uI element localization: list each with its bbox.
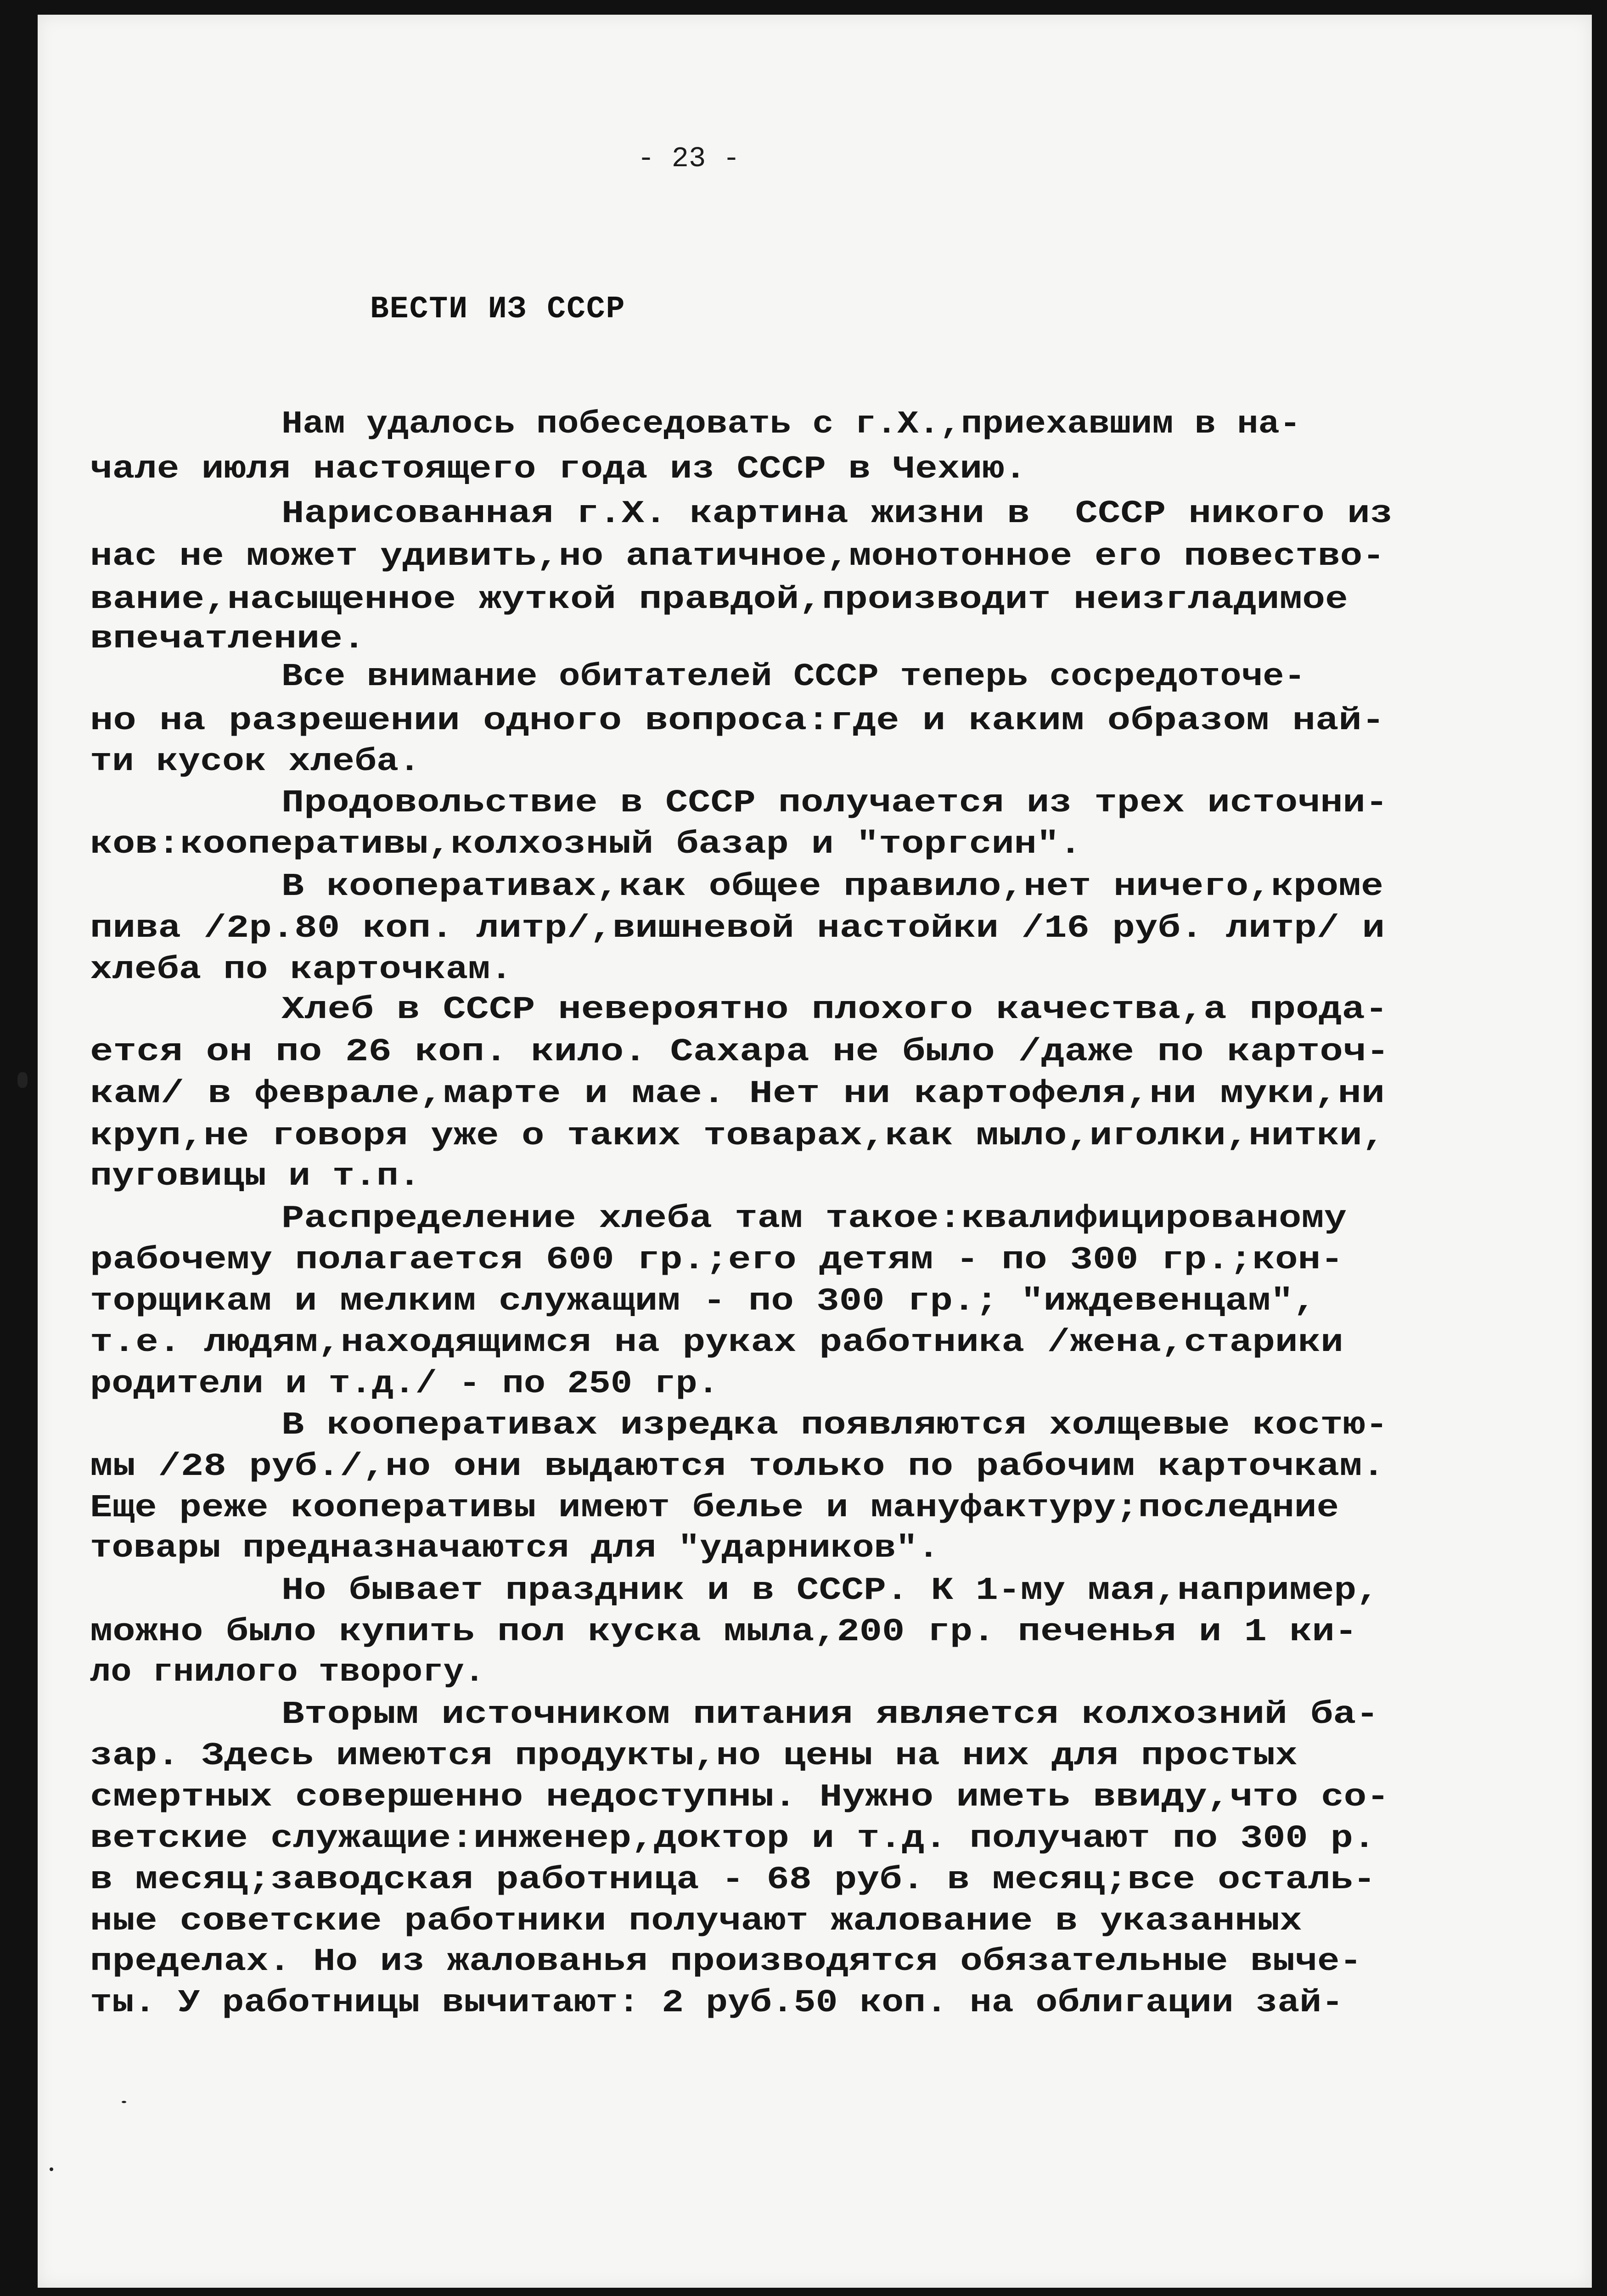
text-line: чале июля настоящего года из СССР в Чехию. [90,451,1027,488]
text-line: мы /28 руб./,но они выдаются только по рабочим карточкам. [90,1449,1385,1485]
text-line: Нам удалось побеседовать с г.Х.,приехавшим в на- [281,406,1301,443]
text-line: Хлеб в СССР невероятно плохого качества,а прода- [281,992,1388,1028]
text-line: нас не может удивить,но апатичное,монотонное его повество- [90,539,1385,575]
text-line: но на разрешении одного вопроса:где и каким образом най- [90,703,1385,739]
text-line: Вторым источником питания является колхозний ба- [281,1697,1379,1733]
text-line: ные советские работники получают жалование в указанных [90,1903,1302,1940]
text-line: В кооперативах изредка появляются холщевые костю- [281,1407,1388,1444]
text-line: родители и т.д./ - по 250 гр. [90,1366,719,1402]
ink-speck [122,2101,126,2103]
text-line: ется он по 26 коп. кило. Сахара не было /даже по карточ- [90,1034,1389,1070]
ink-speck [50,2167,53,2171]
text-line: зар. Здесь имеются продукты,но цены на них для простых [90,1738,1298,1774]
text-line: круп,не говоря уже о таких товарах,как мыло,иголки,нитки, [90,1118,1385,1154]
article-heading: ВЕСТИ ИЗ СССР [370,292,626,327]
text-line: Все внимание обитателей СССР теперь сосредоточе- [281,659,1306,695]
page-number: - 23 - [637,142,740,175]
text-line: ти кусок хлеба. [90,744,421,780]
text-line: пива /2р.80 коп. литр/,вишневой настойки /16 руб. литр/ и [90,911,1385,947]
text-line: пуговицы и т.п. [90,1159,421,1195]
text-line: пределах. Но из жалованья производятся обязательные выче- [90,1944,1362,1980]
text-line: Продовольствие в СССР получается из трех источни- [281,785,1388,822]
text-line: товары предназначаются для "ударников". [90,1531,939,1567]
text-line: смертных совершенно недоступны. Нужно иметь ввиду,что со- [90,1779,1389,1816]
text-line: ло гнилого творогу. [90,1654,485,1691]
text-line: торщикам и мелким служащим - по 300 гр.; "иждевенцам", [90,1283,1316,1320]
text-line: хлеба по карточкам. [90,952,513,988]
text-line: Нарисованная г.Х. картина жизни в СССР никого из [281,496,1393,532]
text-line: ков:кооперативы,колхозный базар и "торгсин". [90,827,1082,863]
text-line: вание,насыщенное жуткой правдой,производит неизгладимое [90,582,1348,618]
text-line: В кооперативах,как общее правило,нет ничего,кроме [281,869,1384,905]
text-line: Еще реже кооперативы имеют белье и мануфактуру;последние [90,1490,1339,1526]
margin-mark [17,1072,28,1088]
text-line: ветские служащие:инженер,доктор и т.д. получают по 300 р. [90,1821,1376,1857]
text-line: впечатление. [90,621,366,658]
text-line: Распределение хлеба там такое:квалифицированому [281,1201,1347,1237]
text-line: Но бывает праздник и в СССР. К 1-му мая,например, [281,1573,1379,1609]
text-line: рабочему полагается 600 гр.;его детям - по 300 гр.;кон- [90,1242,1343,1278]
text-line: ты. У работницы вычитают: 2 руб.50 коп. на облигации зай- [90,1985,1344,2021]
text-line: в месяц;заводская работница - 68 руб. в месяц;все осталь- [90,1862,1376,1898]
text-line: т.е. людям,находящимся на руках работника /жена,старики [90,1325,1343,1361]
text-line: можно было купить пол куска мыла,200 гр. печенья и 1 ки- [90,1614,1358,1650]
text-line: кам/ в феврале,марте и мае. Нет ни картофеля,ни муки,ни [90,1076,1385,1112]
